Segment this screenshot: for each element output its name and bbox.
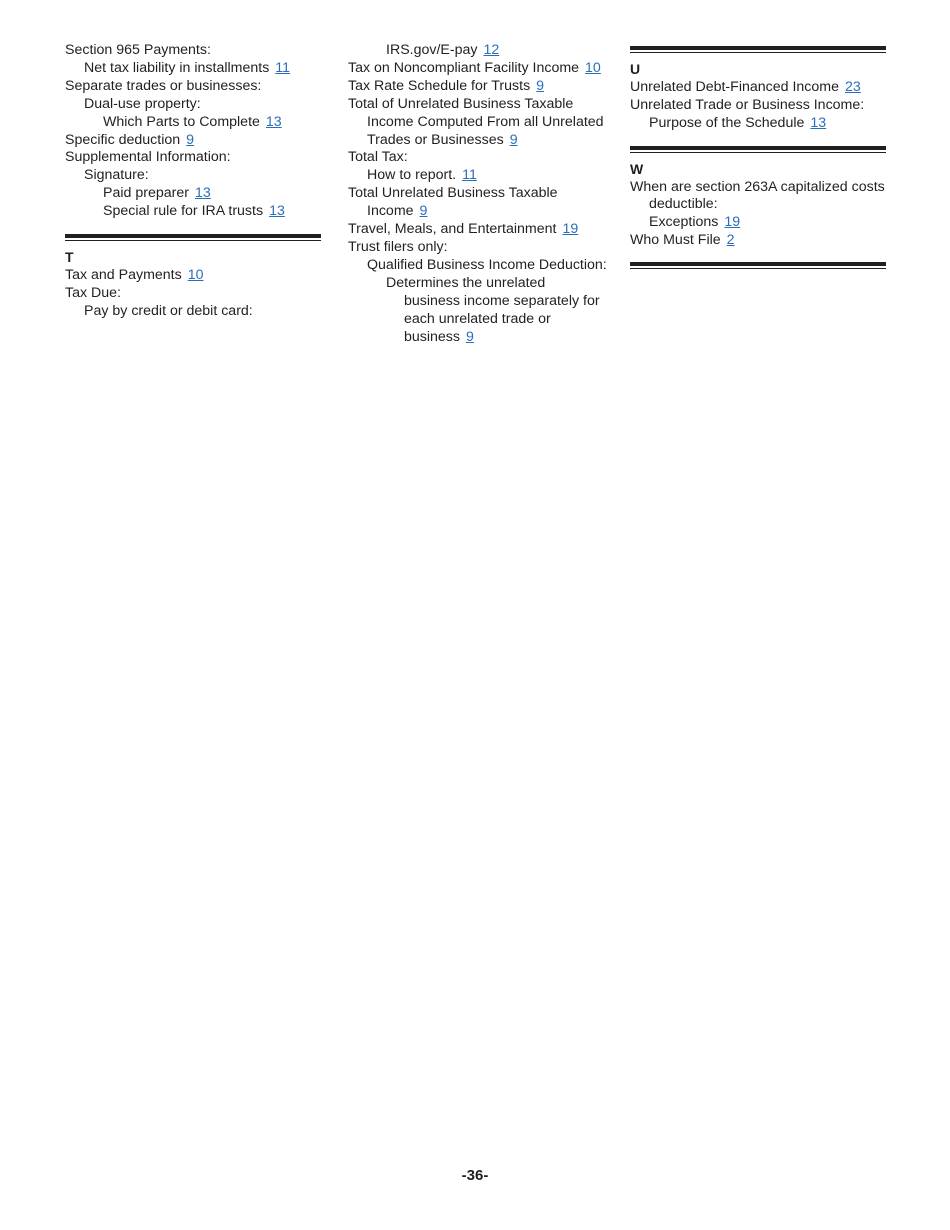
entry-text: Tax Rate Schedule for Trusts bbox=[348, 77, 531, 94]
page-link[interactable]: 13 bbox=[265, 113, 282, 130]
index-entry bbox=[348, 60, 606, 78]
index-subentry: Signature: bbox=[84, 167, 149, 184]
page-link[interactable]: 9 bbox=[186, 131, 195, 148]
index-subentry bbox=[65, 114, 321, 132]
index-entry: Tax Due: bbox=[65, 284, 121, 301]
spacer bbox=[65, 221, 321, 234]
page-link[interactable]: 13 bbox=[194, 185, 211, 202]
section-divider bbox=[65, 234, 321, 241]
page-link[interactable]: 11 bbox=[462, 167, 477, 184]
page-link[interactable]: 19 bbox=[724, 214, 741, 231]
page-number: -36- bbox=[461, 1167, 489, 1184]
index-subentry bbox=[65, 60, 321, 78]
entry-text: Determines the unrelated business income separately for each unrelated trade or business bbox=[386, 274, 600, 345]
spacer bbox=[630, 250, 886, 262]
page-link[interactable]: 10 bbox=[187, 266, 204, 283]
index-entry bbox=[348, 96, 607, 150]
page-link[interactable]: 19 bbox=[562, 221, 579, 238]
entry-text: Tax on Noncompliant Facility Income bbox=[348, 59, 580, 76]
section-divider bbox=[630, 46, 886, 53]
index-entry: When are section 263A capitalized costs deductible: bbox=[630, 178, 885, 213]
index-subentry bbox=[348, 42, 606, 60]
page-link[interactable]: 13 bbox=[810, 114, 827, 131]
index-entry: Section 965 Payments: bbox=[65, 42, 211, 58]
entry-text: Exceptions bbox=[649, 214, 719, 231]
entry-text: Specific deduction bbox=[65, 131, 181, 148]
page-link[interactable]: 9 bbox=[536, 77, 545, 94]
entry-text: Total of Unrelated Business Taxable Income Computed From all Unrelated Trades or Businesses bbox=[348, 95, 604, 148]
index-column-1 bbox=[65, 42, 321, 321]
index-subentry bbox=[348, 275, 604, 347]
section-divider bbox=[630, 262, 886, 269]
index-subentry bbox=[65, 203, 321, 221]
index-entry: Total Tax: bbox=[348, 149, 408, 166]
entry-text: Unrelated Debt-Financed Income bbox=[630, 78, 839, 95]
entry-text: IRS.gov/E-pay bbox=[386, 42, 478, 58]
section-letter: T bbox=[65, 249, 74, 266]
index-subentry bbox=[630, 214, 886, 232]
spacer bbox=[630, 133, 886, 146]
page-link[interactable]: 9 bbox=[466, 328, 474, 345]
index-entry: Supplemental Information: bbox=[65, 149, 231, 166]
section-letter: W bbox=[630, 160, 644, 177]
page-link[interactable]: 13 bbox=[269, 203, 285, 220]
entry-text: Paid preparer bbox=[103, 185, 189, 202]
section-letter: U bbox=[630, 61, 641, 77]
page-link[interactable]: 23 bbox=[844, 78, 861, 95]
page-link[interactable]: 11 bbox=[275, 59, 291, 76]
page-link[interactable]: 10 bbox=[585, 59, 601, 76]
entry-text: Travel, Meals, and Entertainment bbox=[348, 221, 557, 238]
entry-text: Who Must File bbox=[630, 232, 721, 249]
entry-text: Which Parts to Complete bbox=[103, 113, 260, 130]
index-subentry bbox=[65, 185, 321, 203]
index-entry bbox=[348, 78, 606, 96]
index-column-2 bbox=[348, 42, 606, 346]
index-subentry: Qualified Business Income Deduction: bbox=[367, 256, 607, 273]
index-entry bbox=[630, 79, 886, 97]
index-entry: Trust filers only: bbox=[348, 238, 448, 255]
page-link[interactable]: 9 bbox=[509, 131, 518, 148]
index-entry bbox=[65, 267, 321, 285]
index-subentry: Pay by credit or debit card: bbox=[84, 302, 253, 319]
entry-text: How to report. bbox=[367, 167, 457, 184]
section-divider bbox=[630, 146, 886, 153]
index-entry: Unrelated Trade or Business Income: bbox=[630, 96, 865, 113]
entry-text: Special rule for IRA trusts bbox=[103, 203, 264, 220]
entry-text: Tax and Payments bbox=[65, 266, 182, 283]
page-link[interactable]: 9 bbox=[419, 203, 428, 220]
index-entry bbox=[348, 185, 577, 221]
index-column-3 bbox=[630, 42, 886, 269]
entry-text: Net tax liability in installments bbox=[84, 59, 270, 76]
entry-text: Purpose of the Schedule bbox=[649, 114, 805, 131]
index-entry bbox=[348, 221, 606, 239]
entry-text: Total Unrelated Business Taxable Income bbox=[348, 185, 558, 220]
index-entry bbox=[630, 232, 886, 250]
page-link[interactable]: 12 bbox=[483, 42, 500, 58]
index-entry bbox=[65, 132, 321, 150]
index-entry: Separate trades or businesses: bbox=[65, 77, 262, 94]
index-subentry: Dual-use property: bbox=[84, 95, 201, 112]
page-link[interactable]: 2 bbox=[726, 232, 735, 249]
index-subentry bbox=[630, 115, 886, 133]
index-subentry bbox=[348, 167, 606, 185]
